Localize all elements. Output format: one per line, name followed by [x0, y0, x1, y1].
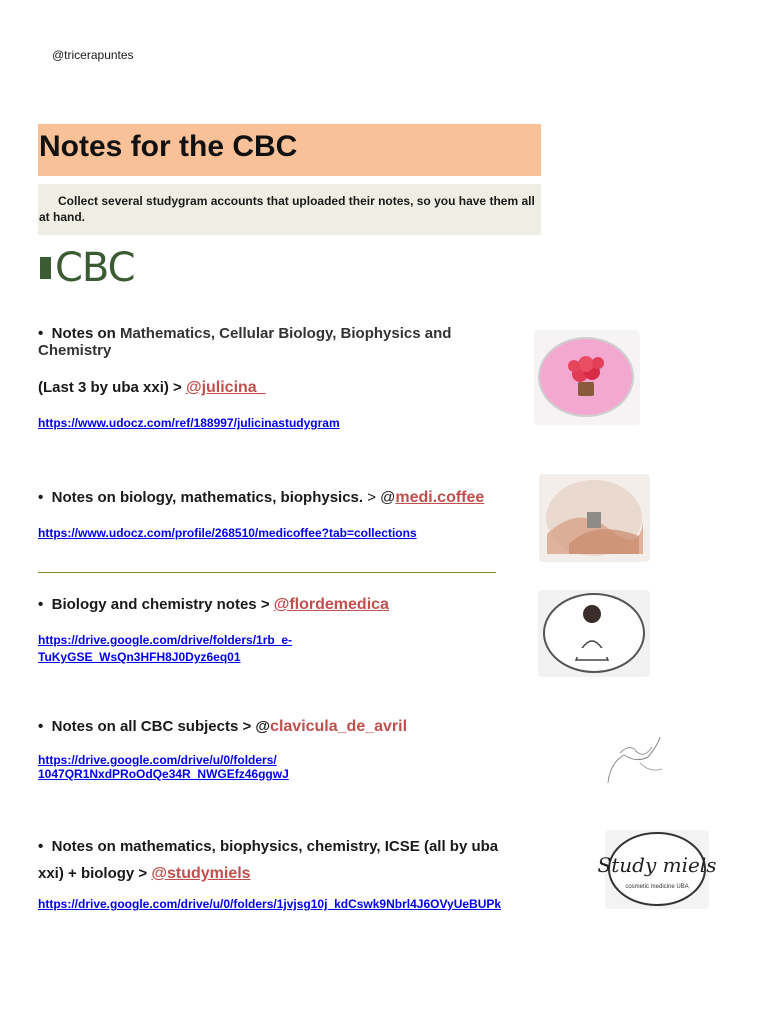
entry-5-account-link[interactable]: @studymiels — [151, 865, 251, 882]
entry-1-line-1 — [38, 325, 498, 359]
entry-5-line-2: xxi) + biology > — [38, 865, 152, 882]
entry-5-image-title: Study miels — [597, 853, 717, 877]
bullet-glyph: • — [38, 718, 44, 735]
entry-4-url[interactable] — [38, 753, 338, 781]
entry-5-image-sub: cosmetic medicine UBA — [625, 884, 689, 890]
entry-4-url-line-2: 1047QR1NxdPRoOdQe34R_NWGEfz46ggwJ — [38, 767, 289, 781]
entry-3-url[interactable] — [38, 632, 338, 666]
entry-1-url[interactable]: https://www.udocz.com/ref/188997/julicinastudygram — [38, 416, 340, 430]
description-text: Collect several studygram accounts that uploaded their notes, so you have them all at hand. — [39, 194, 535, 224]
section-divider — [38, 572, 496, 573]
bullet-glyph: • — [38, 325, 44, 342]
entry-3-text: Biology and chemistry notes > — [51, 596, 274, 613]
entry-5-image — [597, 830, 717, 909]
entry-2-url[interactable]: https://www.udocz.com/profile/268510/medicoffee?tab=collections — [38, 526, 417, 540]
entry-2-line — [38, 489, 484, 506]
entry-3-account-link[interactable]: @flordemedica — [273, 596, 389, 613]
entry-2-image — [539, 474, 650, 562]
author-handle: @tricerapuntes — [52, 48, 134, 62]
bullet-glyph: • — [38, 489, 44, 506]
entry-3-url-line-2: TuKyGSE_WsQn3HFH8J0Dyz6eq01 — [38, 650, 241, 664]
entry-4-url-line-1: https://drive.google.com/drive/u/0/folders/ — [38, 753, 277, 767]
entry-1-line-2 — [38, 379, 266, 396]
entry-2-account-link[interactable]: medi.coffee — [395, 489, 485, 506]
logo-text: CBC — [55, 245, 135, 291]
entry-2-separator: > @ — [363, 489, 396, 506]
entry-3-line — [38, 596, 389, 613]
entry-3-image — [538, 590, 650, 677]
entry-3-url-line-1: https://drive.google.com/drive/folders/1rb_e- — [38, 633, 293, 647]
entry-2-text: Notes on biology, mathematics, biophysics. — [51, 489, 364, 506]
logo-square-icon — [40, 257, 51, 279]
entry-4-account-link[interactable]: clavicula_de_avril — [270, 718, 408, 735]
entry-5-line-1: Notes on mathematics, biophysics, chemistry, ICSE (all by uba — [51, 838, 499, 855]
entry-1-image — [534, 330, 640, 425]
entry-1-note: (Last 3 by uba xxi) > — [38, 379, 186, 396]
description-box — [38, 184, 541, 235]
entry-1-account-link[interactable]: @julicina_ — [185, 379, 266, 396]
entry-4-image — [600, 733, 672, 788]
entry-4-line — [38, 718, 407, 735]
title-banner — [38, 124, 541, 176]
bullet-glyph: • — [38, 838, 44, 855]
entry-5-url[interactable]: https://drive.google.com/drive/u/0/folders/1jvjsg10j_kdCswk9Nbrl4J6OVyUeBUPk — [38, 897, 502, 911]
bullet-glyph: • — [38, 596, 44, 613]
entry-1-prefix: Notes on — [51, 325, 120, 342]
entry-5-text-block — [38, 833, 538, 887]
entry-1-subjects: Mathematics, Cellular Biology, Biophysics and Chemistry — [38, 325, 452, 359]
page-title: Notes for the CBC — [39, 130, 298, 163]
entry-4-text: Notes on all CBC subjects > @ — [51, 718, 271, 735]
cbc-logo — [40, 246, 135, 290]
